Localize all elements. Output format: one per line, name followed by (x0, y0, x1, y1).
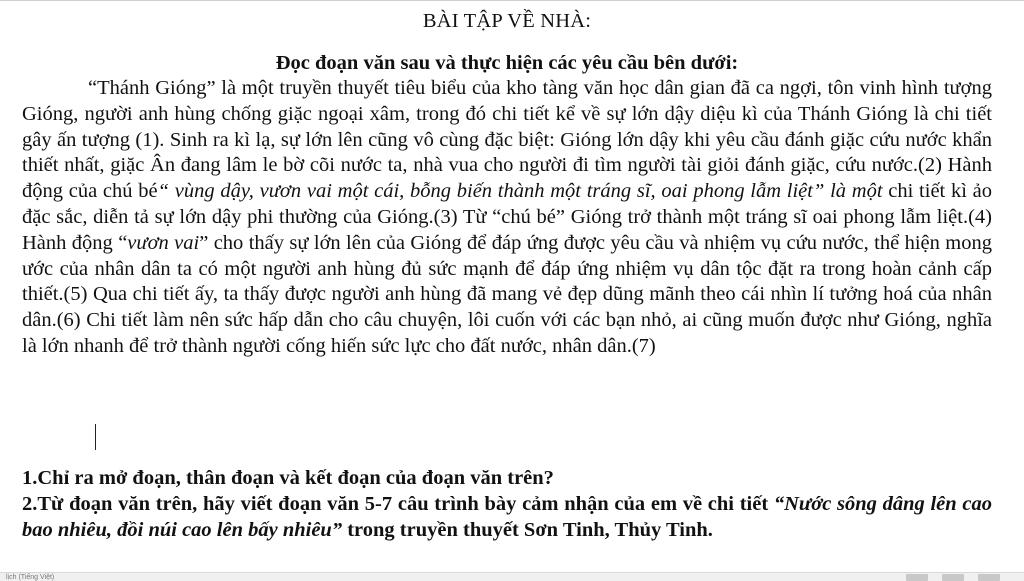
question-2-suffix: trong truyền thuyết Sơn Tinh, Thủy Tinh. (342, 519, 713, 541)
questions-block[interactable] (22, 465, 992, 543)
question-2 (22, 491, 992, 543)
web-layout-icon[interactable] (978, 574, 1000, 581)
read-mode-icon[interactable] (906, 574, 928, 581)
instructions-heading: Đọc đoạn văn sau và thực hiện các yêu cầu bên dưới: (275, 52, 739, 74)
window-top-border (0, 0, 1024, 1)
passage-text-3: ” cho thấy sự lớn lên của Gióng để đáp ứng được yêu cầu và nhiệm vụ cứu nước, thể hiện mong ước của nhân dân ta có một người anh hùng đủ sức mạnh để đáp ứng nhiệm vụ dân tộc đặt ra trong hoàn cảnh cấp thiết.(5) Qua chi tiết ấy, ta thấy được người anh hùng đã mang vẻ đẹp dũng mãnh theo cái nhìn lí tưởng hoá của nhân dân.(6) Chi tiết làm nên sức hấp dẫn cho câu chuyện, lôi cuốn với các bạn nhỏ, ai cũng muốn được như Gióng, nghĩa là lớn nhanh để trở thành người cống hiến sức lực cho đất nước, nhân dân.(7) (22, 231, 992, 357)
reading-passage[interactable] (22, 76, 992, 360)
question-2-quote: “Nước sông dâng lên cao bao nhiêu, đồi núi cao lên bấy nhiêu” (22, 493, 992, 541)
passage-text-2: chi tiết kì ảo đặc sắc, diễn tả sự lớn dậy phi thường của Gióng.(3) Từ “chú bé” Gióng trở thành một tráng sĩ oai phong lẫm liệt.(4) Hành động “ (22, 180, 993, 254)
passage-italic-quote: “ vùng dậy, vươn vai một cái, bỗng biến thành một tráng sĩ, oai phong lẫm liệt” là một (157, 180, 883, 203)
question-2-prefix: 2.Từ đoạn văn trên, hãy viết đoạn văn 5-7 câu trình bày cảm nhận của em về chi tiết (22, 493, 774, 515)
passage-italic-word: vươn vai (127, 231, 200, 254)
passage-text-1: “Thánh Gióng” là một truyền thuyết tiêu biểu của kho tàng văn học dân gian đã ca ngợi, tôn vinh hình tượng Gióng, người anh hùng chống giặc ngoại xâm, trong đó chi tiết kể về sự lớn dậy diệu kì của Thánh Gióng là chi tiết gây ấn tượng (1). Sinh ra kì lạ, sự lớn lên cũng vô cùng đặc biệt: Gióng lớn dậy khi yêu cầu đánh giặc cứu nước khẩn thiết nhất, giặc Ân đang lâm le bờ cõi nước ta, nhà vua cho người đi tìm người tài giỏi đánh giặc, cứu nước.(2) Hành động của chú bé (22, 77, 992, 203)
print-layout-icon[interactable] (942, 574, 964, 581)
document-page[interactable] (22, 8, 992, 360)
homework-title: BÀI TẬP VỀ NHÀ: (422, 10, 592, 32)
question-1: 1.Chỉ ra mở đoạn, thân đoạn và kết đoạn của đoạn văn trên? (22, 467, 554, 489)
text-cursor (95, 424, 96, 450)
view-mode-controls (906, 574, 1000, 581)
status-language[interactable]: lịch (Tiếng Việt) (6, 574, 55, 581)
status-bar (0, 572, 1024, 581)
